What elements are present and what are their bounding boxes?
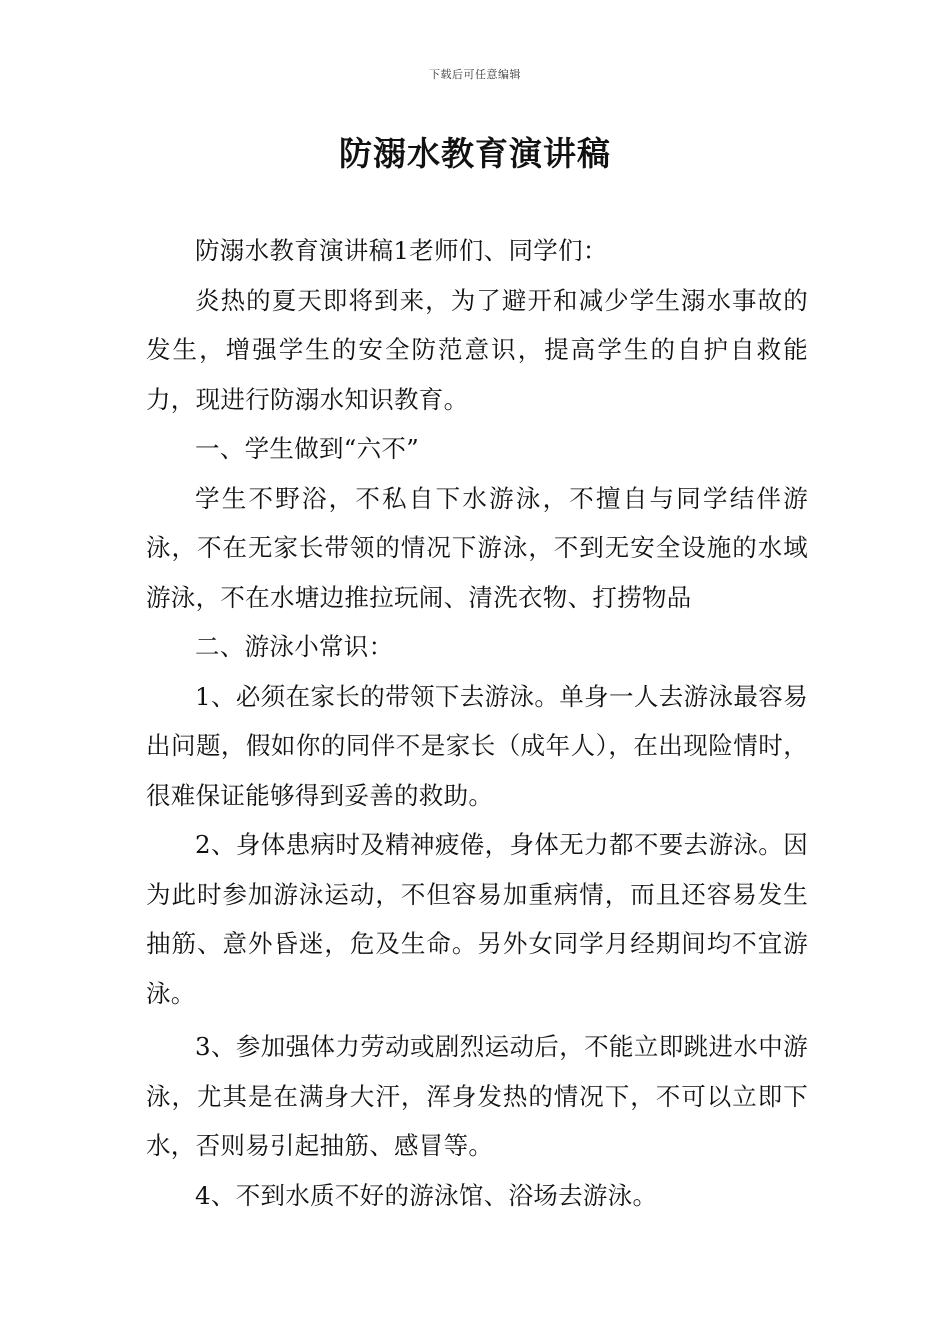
list-item-3: 3、参加强体力劳动或剧烈运动后，不能立即跳进水中游泳，尤其是在满身大汗，浑身发热的情况下，不可以立即下水，否则易引起抽筋、感冒等。 xyxy=(146,1032,808,1160)
list-item-2: 2、身体患病时及精神疲倦，身体无力都不要去游泳。因为此时参加游泳运动，不但容易加重病情，而且还容易发生抽筋、意外昏迷，危及生命。另外女同学月经期间均不宜游泳。 xyxy=(146,830,808,1008)
paragraph-six-rules: 学生不野浴，不私自下水游泳，不擅自与同学结伴游泳，不在无家长带领的情况下游泳，不到无安全设施的水域游泳，不在水塘边推拉玩闹、清洗衣物、打捞物品 xyxy=(146,483,808,612)
list-item-4: 4、不到水质不好的游泳馆、浴场去游泳。 xyxy=(195,1180,658,1210)
section-heading-one: 一、学生做到“六不” xyxy=(195,434,420,463)
header-note: 下载后可任意编辑 xyxy=(429,68,521,81)
section-heading-two: 二、游泳小常识： xyxy=(195,632,394,661)
list-item-1: 1、必须在家长的带领下去游泳。单身一人去游泳最容易出问题，假如你的同伴不是家长（成年人），在出现险情时，很难保证能够得到妥善的救助。 xyxy=(146,681,808,810)
document-body xyxy=(146,226,808,1220)
document-title: 防溺水教育演讲稿 xyxy=(339,134,611,173)
paragraph-greeting: 防溺水教育演讲稿1老师们、同学们： xyxy=(195,236,608,265)
paragraph-intro: 炎热的夏天即将到来，为了避开和减少学生溺水事故的发生，增强学生的安全防范意识，提高学生的自护自救能力，现进行防溺水知识教育。 xyxy=(146,285,808,414)
